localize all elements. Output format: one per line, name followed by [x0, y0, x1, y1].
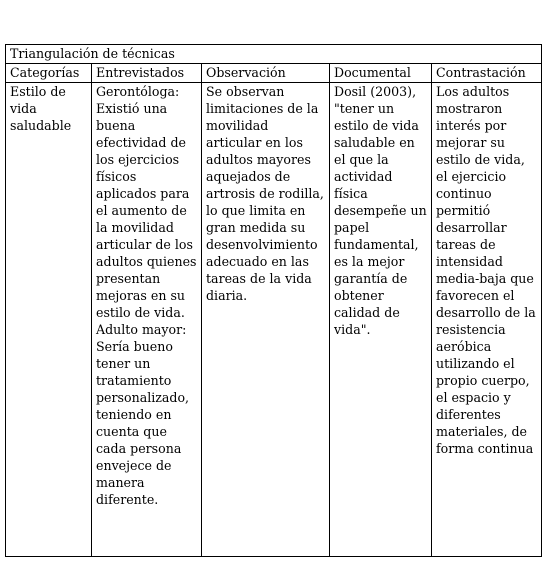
header-entrevistados: Entrevistados: [92, 64, 202, 83]
table-header-row: [6, 64, 542, 83]
cell-observacion: [202, 83, 330, 557]
cell-contrastacion: [432, 83, 542, 557]
table-row: [6, 83, 542, 557]
cell-documental-text: Dosil (2003), "tener un estilo de vida saludable en el que la actividad física desempeñe un papel fundamental, es la mejor garantía de obtener calidad de vida".: [334, 84, 431, 337]
table-title-row: [6, 45, 542, 64]
header-observacion: Observación: [202, 64, 330, 83]
cell-entrevistados-text: Gerontóloga: Existió una buena efectividad de los ejercicios físicos aplicados para el aumento de la movilidad articular de los adultos quienes presentan mejoras en su estilo de vida. Adulto mayor: Sería bueno tener un tratamiento personalizado, teniendo en cuenta que cada persona envejece de manera diferente.: [96, 84, 201, 507]
header-categorias: Categorías: [6, 64, 92, 83]
cell-contrastacion-text: Los adultos mostraron interés por mejorar su estilo de vida, el ejercicio continuo permitió desarrollar tareas de intensidad media-baja que favorecen el desarrollo de la resistencia aeróbica utilizando el propio cuerpo, el espacio y diferentes materiales, de forma continua: [436, 84, 540, 456]
triangulation-table: [5, 44, 542, 557]
cell-categoria: [6, 83, 92, 557]
header-contrastacion: Contrastación: [432, 64, 542, 83]
cell-categoria-text: Estilo de vida saludable: [10, 84, 72, 133]
header-documental: Documental: [330, 64, 432, 83]
cell-observacion-text: Se observan limitaciones de la movilidad articular en los adultos mayores aquejados de artrosis de rodilla, lo que limita en gran medida su desenvolvimiento adecuado en las tareas de la vida diaria.: [206, 84, 328, 303]
table-title: Triangulación de técnicas: [6, 45, 542, 64]
document-page: [5, 44, 541, 557]
cell-entrevistados: [92, 83, 202, 557]
cell-documental: [330, 83, 432, 557]
